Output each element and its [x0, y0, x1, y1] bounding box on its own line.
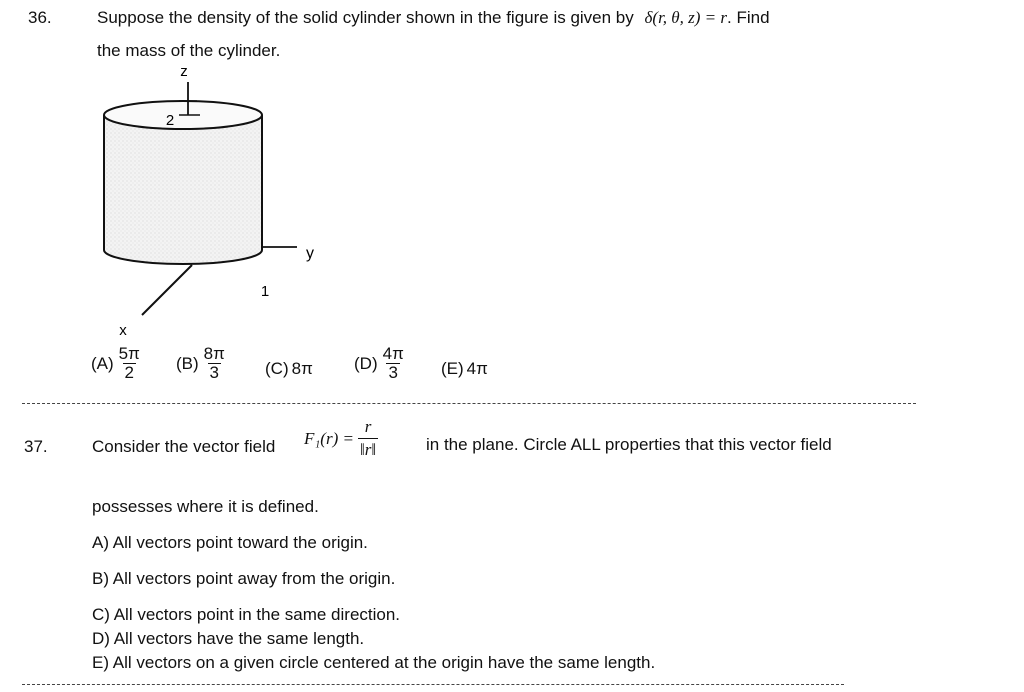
question-36-number: 36.: [28, 8, 52, 27]
question-36-text-line2: the mass of the cylinder.: [97, 41, 281, 60]
vector-field-lhs: F₁(r) =: [304, 428, 354, 448]
x-axis: [142, 265, 192, 315]
choice-e-label: (E): [441, 359, 464, 378]
density-function: δ(r, θ, z) = r: [644, 8, 728, 27]
choice-c-label: (C): [265, 359, 289, 378]
choice-a-fraction: [117, 345, 142, 382]
choice-d-label: (D): [354, 353, 378, 373]
z-axis-label: z: [180, 63, 188, 80]
option-d[interactable]: D) All vectors have the same length.: [92, 629, 365, 648]
question-36-prompt: Suppose the density of the solid cylinder shown in the figure is given by: [97, 8, 634, 27]
option-b[interactable]: B) All vectors point away from the origin.: [92, 569, 396, 588]
vector-field-formula: [304, 416, 378, 461]
choice-d[interactable]: [354, 345, 406, 382]
question-36-find: . Find: [727, 8, 770, 27]
question-36-text-line1: [97, 8, 770, 28]
choice-b[interactable]: [176, 345, 227, 382]
choice-a-denominator: 2: [124, 363, 134, 382]
question-37-intro: Consider the vector field: [92, 437, 276, 456]
choice-e[interactable]: [441, 359, 488, 379]
height-label: 2: [165, 112, 175, 129]
choice-b-fraction: [202, 345, 227, 382]
cylinder-figure: [90, 60, 330, 345]
choice-d-numerator: 4π: [382, 344, 404, 363]
bottom-divider: [22, 684, 844, 685]
y-axis-label: y: [306, 245, 314, 262]
choice-d-fraction: [381, 345, 406, 382]
choice-a[interactable]: [91, 345, 142, 382]
x-axis-label: x: [119, 322, 127, 339]
vector-field-denominator: ‖r‖: [359, 440, 377, 459]
question-37-line2: possesses where it is defined.: [92, 497, 319, 516]
question-37-number: 37.: [24, 437, 48, 456]
vector-field-fraction: [358, 416, 378, 461]
choice-a-label: (A): [91, 353, 114, 373]
question-37-intro-tail: in the plane. Circle ALL properties that this vector field: [426, 435, 832, 454]
option-e[interactable]: E) All vectors on a given circle centered at the origin have the same length.: [92, 653, 656, 672]
option-a[interactable]: A) All vectors point toward the origin.: [92, 533, 368, 552]
radius-label: 1: [260, 283, 270, 300]
vector-field-numerator: r: [364, 417, 372, 436]
choice-d-denominator: 3: [388, 363, 398, 382]
choice-c-value: 8π: [291, 359, 313, 378]
cylinder-shading: [104, 115, 262, 264]
option-c[interactable]: C) All vectors point in the same direction.: [92, 605, 401, 624]
choice-e-value: 4π: [466, 359, 488, 378]
choice-c[interactable]: [265, 359, 313, 379]
choice-a-numerator: 5π: [118, 344, 140, 363]
choice-b-numerator: 8π: [203, 344, 225, 363]
choice-b-denominator: 3: [209, 363, 219, 382]
choice-b-label: (B): [176, 353, 199, 373]
section-divider: [22, 403, 916, 404]
